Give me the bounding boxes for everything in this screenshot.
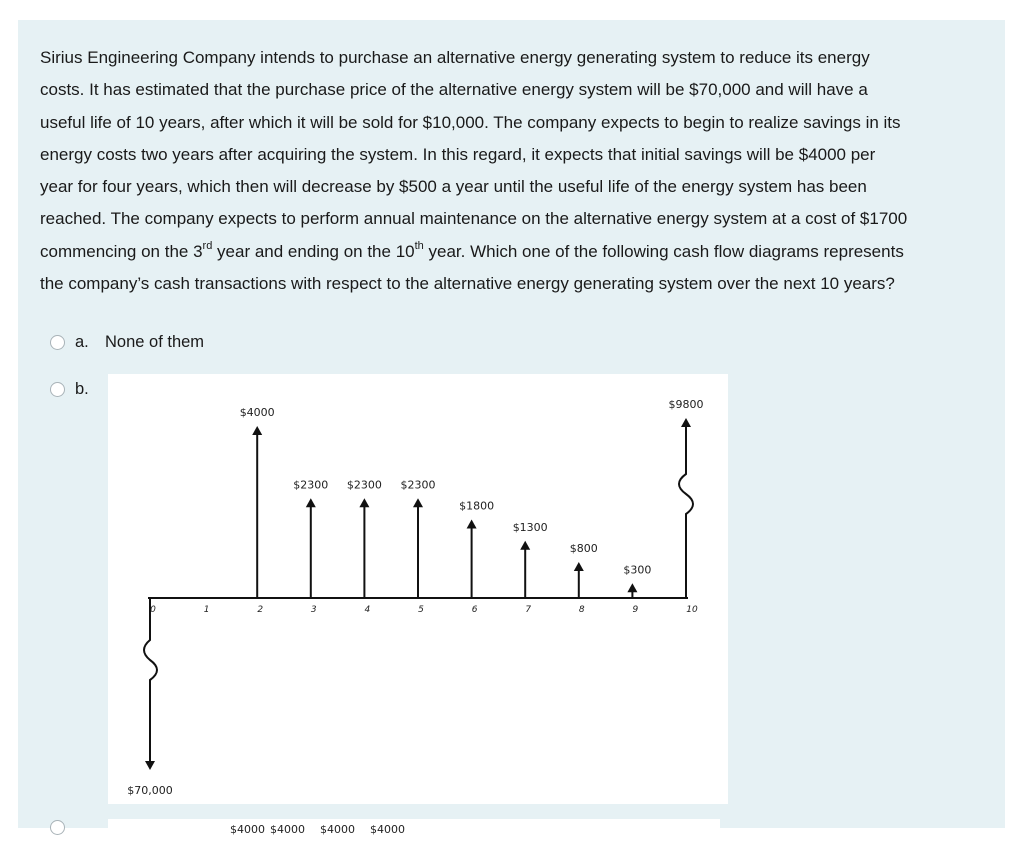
cash-flow-diagram-b[interactable] bbox=[108, 374, 728, 804]
period-label: 2 bbox=[257, 605, 264, 615]
period-label: 0 bbox=[150, 605, 156, 615]
period-label: 1 bbox=[203, 605, 210, 615]
inflow-label: $300 bbox=[623, 563, 652, 577]
question-line: costs. It has estimated that the purchase price of the alternative energy system will be $70,000 and will have a bbox=[40, 80, 868, 100]
inflow-arrowhead bbox=[252, 426, 262, 435]
inflow-label: $2300 bbox=[293, 478, 329, 492]
inflow-label: $9800 bbox=[668, 398, 704, 411]
cash-flow-diagram-b-svg bbox=[108, 374, 728, 804]
question-text bbox=[40, 42, 990, 300]
option-b-letter: b. bbox=[75, 380, 89, 398]
question-line: useful life of 10 years, after which it will be sold for $10,000. The company expects to begin to realize savings in its bbox=[40, 112, 901, 132]
superscript: rd bbox=[202, 240, 213, 253]
superscript: th bbox=[414, 240, 424, 253]
option-b[interactable] bbox=[50, 380, 105, 399]
question-line: reached. The company expects to perform annual maintenance on the alternative energy system at a cost of $1700 bbox=[40, 209, 908, 229]
period-label: 8 bbox=[578, 605, 585, 615]
period-label: 10 bbox=[686, 605, 698, 615]
option-a-radio[interactable] bbox=[50, 335, 65, 350]
option-c-radio[interactable] bbox=[50, 820, 65, 835]
inflow-arrowhead bbox=[467, 520, 477, 529]
option-a-letter: a. bbox=[75, 333, 89, 351]
cash-flow-diagram-c[interactable] bbox=[108, 819, 720, 859]
inflow-arrowhead bbox=[627, 583, 637, 592]
inflow-label: $2300 bbox=[400, 478, 436, 492]
question-text-part: year. Which one of the following cash flow diagrams represents bbox=[423, 241, 904, 261]
period-label: 9 bbox=[632, 605, 639, 615]
diagram-c-label: $4000 bbox=[270, 823, 305, 836]
period-label: 6 bbox=[471, 605, 478, 615]
diagram-c-label: $4000 bbox=[320, 823, 355, 836]
period-label: 4 bbox=[364, 605, 371, 615]
period-label: 5 bbox=[418, 605, 424, 615]
outflow-arrow-shaft bbox=[144, 598, 157, 762]
question-text-part: year and ending on the 10 bbox=[212, 241, 415, 261]
inflow-arrowhead bbox=[574, 562, 584, 571]
option-a[interactable] bbox=[50, 333, 204, 352]
cash-flow-diagram-c-svg bbox=[108, 819, 720, 859]
inflow-arrowhead bbox=[306, 498, 316, 507]
outflow-arrowhead bbox=[145, 761, 155, 770]
diagram-c-label: $4000 bbox=[370, 823, 405, 836]
option-b-radio[interactable] bbox=[50, 382, 65, 397]
inflow-label: $4000 bbox=[239, 406, 275, 419]
inflow-arrowhead bbox=[681, 418, 691, 427]
diagram-c-label: $4000 bbox=[230, 823, 265, 836]
question-line: the company’s cash transactions with respect to the alternative energy generating system over the next 10 years? bbox=[40, 274, 895, 294]
outflow-label: $70,000 bbox=[127, 784, 173, 797]
inflow-arrowhead bbox=[413, 498, 423, 507]
period-label: 7 bbox=[525, 605, 532, 615]
question-line: Sirius Engineering Company intends to purchase an alternative energy generating system to reduce its energy bbox=[40, 48, 870, 67]
question-line: energy costs two years after acquiring the system. In this regard, it expects that initial savings will be $4000 per bbox=[40, 144, 876, 164]
question-card bbox=[18, 20, 1005, 836]
inflow-label: $1300 bbox=[512, 520, 548, 534]
inflow-arrowhead bbox=[520, 541, 530, 550]
question-line bbox=[40, 236, 990, 268]
inflow-arrow-shaft bbox=[679, 426, 693, 598]
inflow-label: $800 bbox=[569, 542, 598, 555]
inflow-arrowhead bbox=[359, 498, 369, 507]
inflow-label: $2300 bbox=[346, 478, 382, 492]
inflow-label: $1800 bbox=[459, 499, 495, 513]
question-line: year for four years, which then will decrease by $500 a year until the useful life of the energy system has been bbox=[40, 177, 867, 197]
option-a-label: None of them bbox=[105, 333, 205, 351]
period-label: 3 bbox=[310, 605, 317, 615]
question-text-part: commencing on the 3 bbox=[40, 241, 203, 261]
